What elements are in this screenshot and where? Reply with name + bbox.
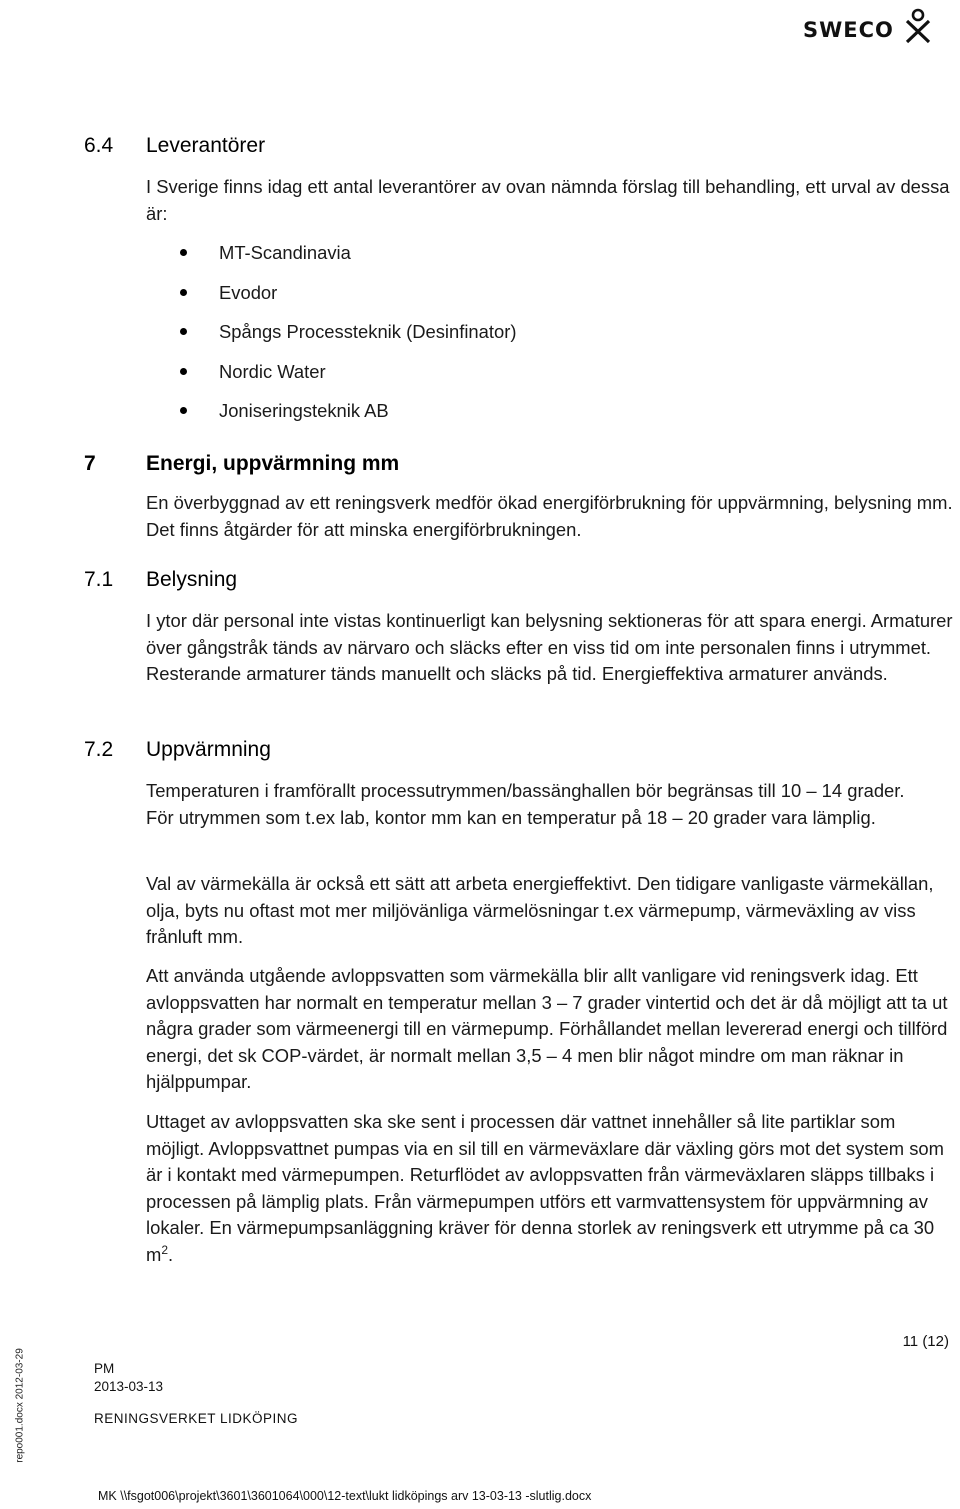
paragraph-text: För utrymmen som t.ex lab, kontor mm kan en temperatur på 18 – 20 grader vara lämplig.	[146, 806, 876, 828]
paragraph-text: En överbyggnad av ett reningsverk medför ökad energiförbrukning för uppvärmning, belysning mm. Det finns åtgärder för att minska energiförbrukningen.	[146, 492, 953, 540]
paragraph-end: .	[168, 1243, 174, 1265]
template-id: repo001.docx 2012-03-29	[14, 1348, 26, 1463]
heading-7	[84, 451, 684, 477]
file-path: MK \\fsgot006\projekt\3601\3601064\000\12-text\lukt lidköpings arv 13-03-13 -slutlig.docx	[98, 1489, 592, 1503]
heading-title: Energi, uppvärmning mm	[146, 452, 400, 475]
doc-type: PM	[94, 1361, 115, 1376]
heading-title: Uppvärmning	[146, 738, 271, 761]
paragraph-lighting	[146, 608, 958, 688]
project-name: RENINGSVERKET LIDKÖPING	[94, 1411, 299, 1426]
heading-title: Belysning	[146, 568, 238, 591]
paragraph-wastewater	[146, 963, 958, 1096]
logo-text: SWECO	[803, 18, 894, 42]
sweco-logo	[803, 8, 933, 48]
paragraph-text: Val av värmekälla är också ett sätt att arbeta energieffektivt. Den tidigare vanligaste värmekällan, olja, byts nu oftast mot mer miljövänliga värmelösningar t.ex värmepump, värmeväxling av viss frånluft mm.	[146, 873, 934, 947]
heading-number: 7.1	[84, 568, 114, 591]
paragraph-energy	[146, 490, 958, 543]
heading-number: 7.2	[84, 738, 114, 761]
paragraph-text: Att använda utgående avloppsvatten som värmekälla blir allt vanligare vid reningsverk idag. Ett avloppsvatten har normalt en temperatur mellan 3 – 7 grader vintertid och det är då möjligt att ta ut några grader som värmeenergi till en värmepump. Förhållandet mellan levererad energi och tillförd energi, det sk COP-värdet, är normalt mellan 3,5 – 4 men blir något mindre om man räknar in hjälppumpar.	[146, 965, 948, 1092]
superscript: 2	[161, 1242, 169, 1257]
heading-title: Leverantörer	[146, 134, 266, 157]
intro-text: I Sverige finns idag ett antal leverantörer av ovan nämnda förslag till behandling, ett urval av dessa är:	[146, 176, 950, 224]
doc-date: 2013-03-13	[94, 1379, 164, 1394]
heading-7-1	[84, 567, 584, 593]
paragraph-text	[146, 1109, 958, 1268]
paragraph-text: I ytor där personal inte vistas kontinuerligt kan belysning sektioneras för att spara energi. Armaturer över gångstråk tänds av närvaro och släcks efter en viss tid om inte personalen finns i utrymmet. Resterande armaturer tänds manuellt och släcks på tid. Energieffektiva armaturer används.	[146, 610, 953, 684]
heading-6-4	[84, 133, 584, 159]
heading-number: 7	[84, 452, 96, 475]
heading-number: 6.4	[84, 134, 114, 157]
paragraph-temperature	[146, 778, 958, 831]
bullet-icon	[180, 328, 187, 335]
heading-7-2	[84, 737, 584, 763]
page-number: 11 (12)	[902, 1333, 949, 1350]
list-item-text: Joniseringsteknik AB	[219, 400, 389, 421]
paragraph-heat-source	[146, 871, 958, 951]
paragraph-extraction	[146, 1109, 958, 1268]
list-item-text: Evodor	[219, 281, 278, 303]
paragraph-main-text: Uttaget av avloppsvatten ska ske sent i processen där vattnet innehåller så lite partiklar som möjligt. Avloppsvattnet pumpas via en sil till en värmeväxlare där växling görs mot det system som är i kontakt med värmepumpen. Returflödet av avloppsvatten från värmeväxlaren släpps tillbaks i processen på lämplig plats. Från värmepumpen utförs ett varmvattensystem för uppvärmning av lokaler. En värmepumpsanläggning kräver för denna storlek av reningsverk ett utrymme på ca 30 m	[146, 1111, 944, 1265]
list-item-text: MT-Scandinavia	[219, 242, 351, 263]
bullet-icon	[180, 289, 187, 296]
paragraph-text: Temperaturen i framförallt processutrymmen/bassänghallen bör begränsas till 10 – 14 grader.	[146, 780, 905, 801]
sweco-mark-icon	[903, 8, 933, 44]
bullet-icon	[180, 368, 187, 375]
paragraph-intro	[146, 174, 958, 227]
list-item-text: Nordic Water	[219, 360, 326, 382]
list-item-text: Spångs Processteknik (Desinfinator)	[219, 321, 517, 342]
bullet-icon	[180, 407, 187, 414]
bullet-icon	[180, 249, 187, 256]
